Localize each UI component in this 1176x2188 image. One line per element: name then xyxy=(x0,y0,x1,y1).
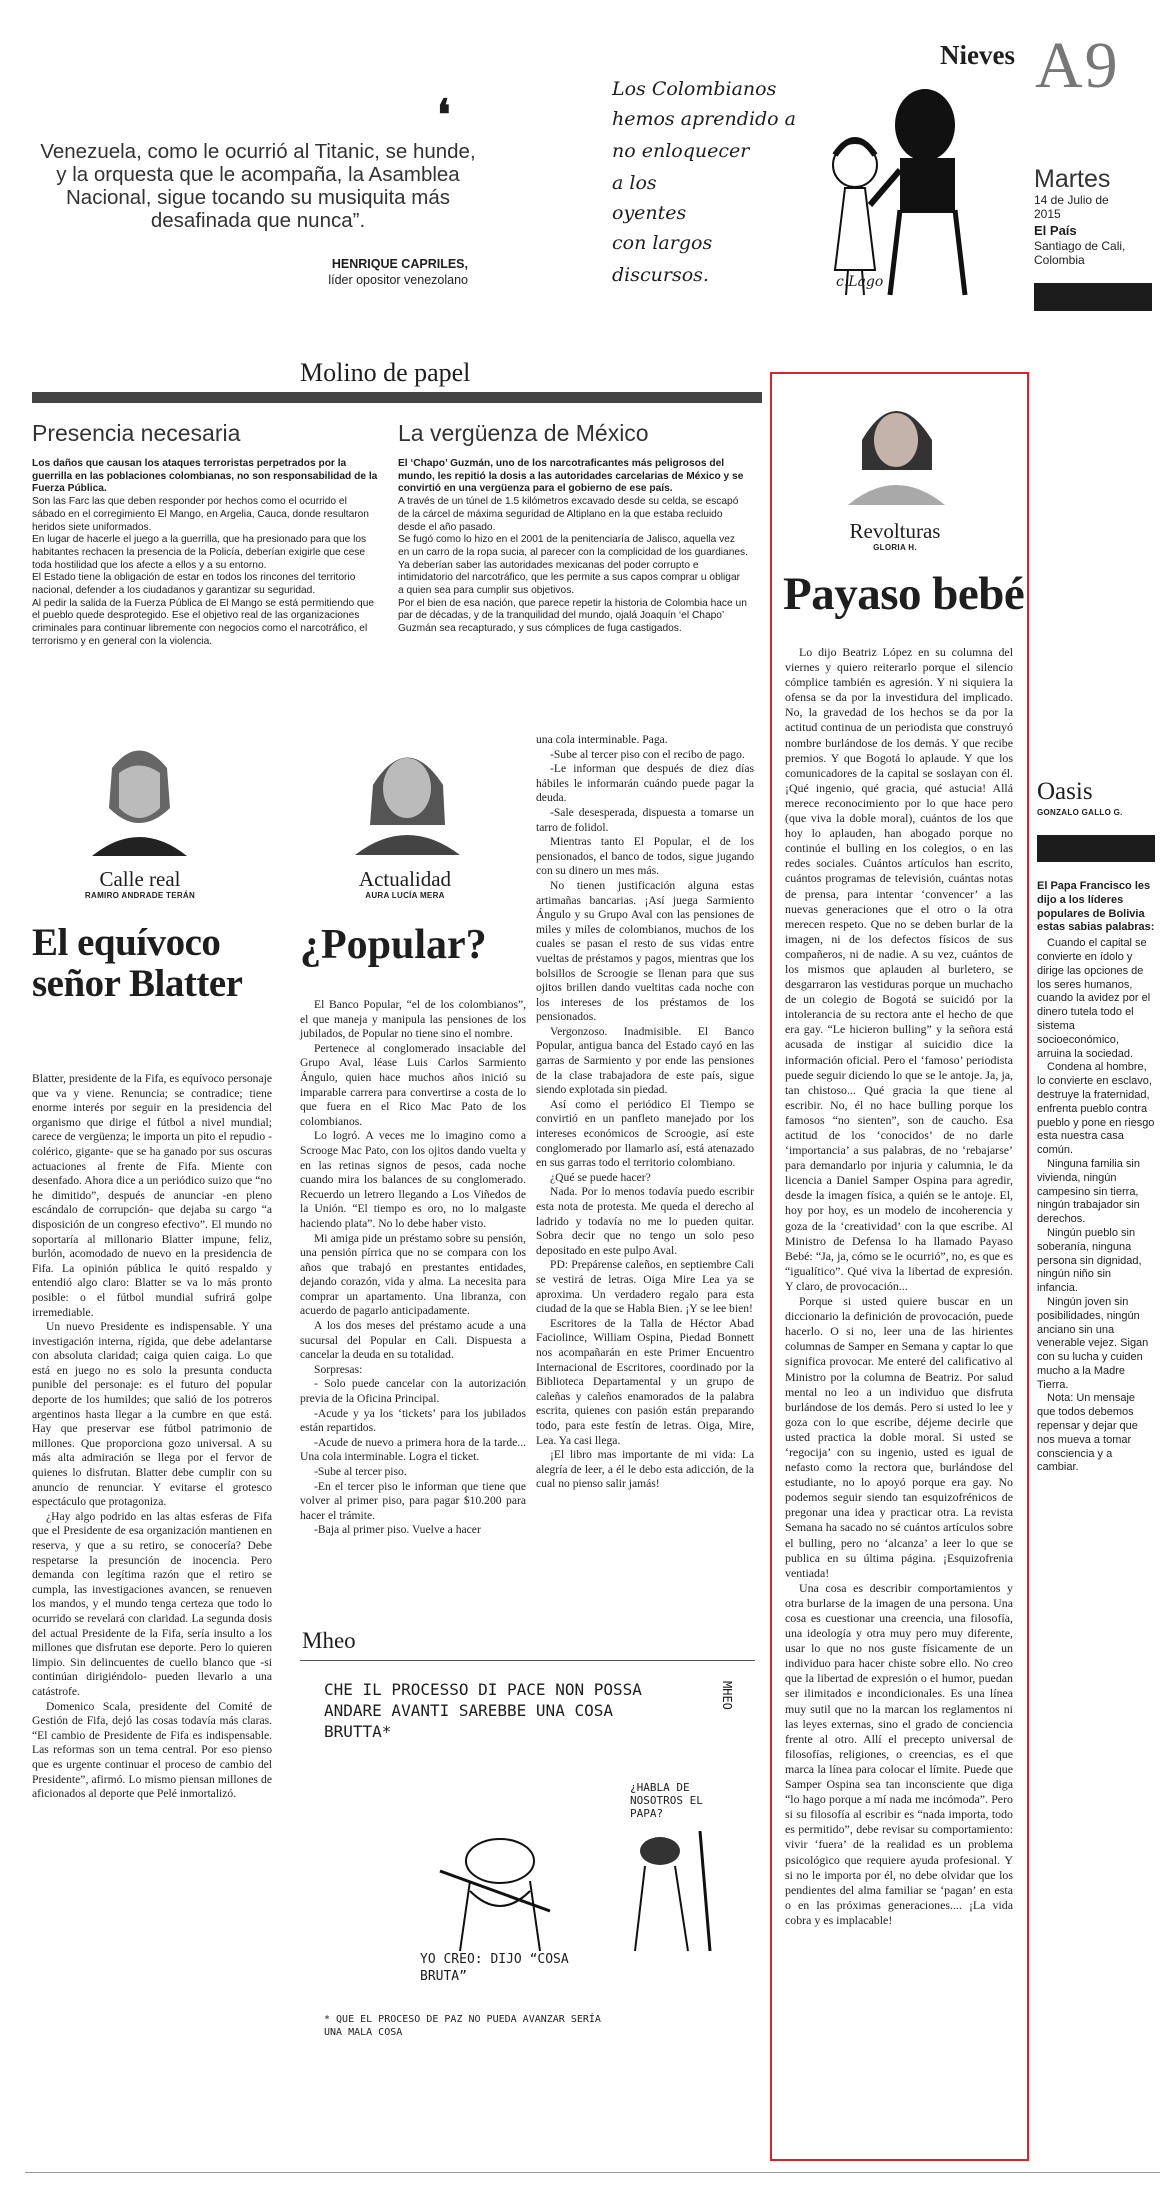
actualidad-paragraph: Nada. Por lo menos todavía puedo escribir esta nota de protesta. Me queda el derecho al ladrido y todavía no me lo pueden quitar. Sobra decir que no tengo un solo peso depositado en este pulpo Aval. xyxy=(536,1185,754,1257)
edition-day: Martes xyxy=(1034,165,1111,193)
actualidad-paragraph: una cola interminable. Paga. xyxy=(536,733,668,746)
mheo-footnote: * QUE EL PROCESO DE PAZ NO PUEDA AVANZAR SERÍA UNA MALA COSA xyxy=(324,2014,601,2038)
actualidad-author: AURA LUCÍA MERA xyxy=(365,891,445,900)
actualidad-paragraph: - Solo puede cancelar con la autorización previa de la Oficina Principal. xyxy=(300,1377,526,1406)
oasis-lead: El Papa Francisco les dijo a los líderes populares de Bolivia estas sabias palabras: xyxy=(1037,880,1155,934)
calle-real-body xyxy=(32,1072,272,1802)
oasis-body xyxy=(1037,880,1155,1475)
calle-real-paragraph: Domenico Scala, presidente del Comité de Gestión de Fifa, dejó las cosas todavía más claras. “El cambio de Presidente de Fifa es indispensable. Las reformas son un tema central. Por eso pienso que es urgente continuar el proceso de cambio del Presidente”, afirmó. Lo mismo piensan millones de aficionados al deporte que Pelé inmortalizó. xyxy=(32,1699,272,1801)
actualidad-paragraph: A los dos meses del préstamo acude a una sucursal del Popular en Cali. Dispuesta a cancelar la deuda en su totalidad. xyxy=(300,1319,526,1362)
mheo-bubble: ¿HABLA DE NOSOTROS EL PAPA? xyxy=(630,1781,703,1820)
actualidad-body-col2 xyxy=(536,733,754,1492)
actualidad-paragraph: Mientras tanto El Popular, el de los pensionados, el banco de todos, sigue jugando con su dinero un mes más. xyxy=(536,835,754,878)
page-number: A9 xyxy=(1035,29,1120,102)
molino-right-body xyxy=(398,458,748,636)
actualidad-paragraph: Lo logró. A veces me lo imagino como a Scrooge Mac Pato, con los ojitos dando vuelta y en las retinas signos de pesos, cada noche cuando mira los balances de su conglomerado. Recuerdo un letrero llegando a Los Viñedos de la Unión. “El tiempo es oro, no lo malgaste haciendo plata”. No lo debe haber visto. xyxy=(300,1129,526,1230)
calle-real-column-name: Calle real xyxy=(99,867,181,891)
actualidad-paragraph: -Le informan que después de diez días hábiles le informarán cuándo puede pagar la deuda. xyxy=(536,762,754,805)
top-cartoon xyxy=(590,60,990,310)
paper-name: El País xyxy=(1034,223,1077,238)
cartoon-line: discursos. xyxy=(612,264,709,286)
quote-author: HENRIQUE CAPRILES, xyxy=(331,257,468,271)
revolturas-author: GLORIA H. xyxy=(873,543,917,552)
molino-left-paragraph: Son las Farc las que deben responder por hechos como el ocurrido el sábado en el corregimiento El Mango, en Argelia, Cauca, donde resultaron heridos siete uniformados. xyxy=(32,496,369,533)
actualidad-paragraph: ¿Qué se puede hacer? xyxy=(550,1170,651,1184)
calle-real-paragraph: ¿Hay algo podrido en las altas esferas de Fifa que el Presidente de esa organización mantienen en reserva, y que a su retiro, se conocería? Debe respetarse la presunción de inocencia. Pero demanda con legítima razón que el retiro se cumpla, las investigaciones avancen, se renueven los mandos, y el mundo tenga certeza que todo lo ocurrido se revelará con claridad. La segunda dosis del actual Presidente de la Fifa, sería insulto a los millones que disfrutan ese deporte. Pero lo quieren limpio. Sin delincuentes de cuello blanco que -si continúan dirigiéndolo- pueden llevarlo a una catástrofe. xyxy=(32,1509,272,1698)
oasis-bar xyxy=(1037,835,1155,862)
revolturas-headline: Payaso bebé xyxy=(783,568,1025,620)
actualidad-paragraph: -Sube al tercer piso con el recibo de pago. xyxy=(550,747,745,761)
oasis-paragraph: Condena al hombre, lo convierte en esclavo, destruye la fraternidad, enfrenta pueblo contra pueblo y pone en riesgo esta nuestra casa común. xyxy=(1037,1061,1155,1157)
revolturas-paragraph: Una cosa es describir comportamientos y otra burlarse de la imagen de una persona. Una cosa es cuestionar una creencia, una filosofía, una ideología y otra muy pero muy diferente, usar lo que no nos guste físicamente de un individuo para hacer chiste sobre ello. No creo que la libertad de expresión o el humor, puedan ser ilimitados e incondicionales. Es una línea muy sutil que no la marcan los reglamentos ni las leyes externas, sino el grado de conciencia frente al otro. Allí el precepto universal de filosofías, religiones, o creencias, es el que marca la línea para colocar el límite. Puede que Samper Ospina sea tan inconsciente que diga “lo hago porque a mí nada me incómoda”. Pero si su filosofía al escribir es “nada importa, todo es permitido”, debe revisar su comportamiento: vivir ‘fuera’ de la realidad es un problema psicológico que requiere ayuda profesional. Y si no le importa por él, no debe olvidar que los pendientes del alma familiar se ‘pagan’ en esta o en las próximas generaciones.... ¡La vida cobra y es implacable! xyxy=(785,1580,1013,1927)
cartoon-line: oyentes xyxy=(612,202,687,224)
portrait-drawing xyxy=(92,728,187,856)
molino-left-headline: Presencia necesaria xyxy=(32,420,241,446)
molino-left-paragraph: Al pedir la salida de la Fuerza Pública de El Mango se está permitiendo que el pueblo quede desprotegido. Ese el objetivo real de las organizaciones criminales para continuar libremente con negocios como el narcotráfico, el terrorismo y en general con la violencia. xyxy=(32,597,375,647)
oasis-paragraph: Nota: Un mensaje que todos debemos repensar y dejar que nos mueva a tomar consciencia y a cambiar. xyxy=(1037,1392,1138,1474)
actualidad-paragraph: -Sube al tercer piso. xyxy=(314,1465,407,1478)
actualidad-paragraph: Vergonzoso. Inadmisible. El Banco Popular, antigua banca del Estado cayó en las garras de Sarmiento y por ende las pensiones de la clase trabajadora de este país, sigue siendo explotada sin piedad. xyxy=(536,1024,754,1097)
molino-right-headline: La vergüenza de México xyxy=(398,420,649,446)
edition-city: Santiago de Cali, Colombia xyxy=(1034,239,1126,267)
oasis-author: GONZALO GALLO G. xyxy=(1037,808,1123,817)
mheo-caption: CHE IL PROCESSO DI PACE NON POSSA ANDARE AVANTI SAREBBE UNA COSA BRUTTA* xyxy=(324,1680,642,1741)
molino-right-lead: El ‘Chapo’ Guzmán, uno de los narcotraficantes más peligrosos del mundo, les repitió la dosis a las autoridades carcelarias de México y se convirtió en una vergüenza para el gobierno de ese país. xyxy=(398,458,744,495)
quote-role: líder opositor venezolano xyxy=(328,273,468,287)
calle-real-paragraph: Un nuevo Presidente es indispensable. Y una investigación interna, rígida, que debe adelantarse con absoluta claridad; caiga quien caiga. Lo que está en juego no es solo la presunta conducta punible del personaje: es el futuro del popular deporte de los humildes; que salió de los potreros argentinos hasta llegar a la cumbre en que está. Hay que preservar ese fútbol patrimonio de millones. Que proporciona gozo universal. A su más alta admiración se llega por el fervor de quienes lo disfrutan. Blatter debe cumplir con su anuncio de renunciar. Y evitarse el grotesco espectáculo que protagoniza. xyxy=(32,1320,272,1509)
cartoon-line: con largos xyxy=(612,232,713,254)
actualidad-column-name: Actualidad xyxy=(358,867,452,891)
actualidad-paragraph: -Baja al primer piso. Vuelve a hacer xyxy=(314,1523,481,1537)
cartoon-signature: c.Lago xyxy=(836,274,884,290)
actualidad-headline: ¿Popular? xyxy=(300,922,487,968)
mheo-title: Mheo xyxy=(302,1628,356,1653)
actualidad-paragraph: No tienen justificación alguna estas artimañas bancarias. ¡Así juega Sarmiento Ángulo y su Grupo Aval con las pensiones de miles y miles de colombianos, muchos de los cuales se pasan el resto de sus vidas entre vueltas de préstamos y pagos, mientras que los bolsillos de Scroogie se llenan para que sus ojitos brillen dando vueltitas cada noche con los intereses de los préstamos de los pensionados. xyxy=(536,878,754,1024)
mheo-soldiers-drawing xyxy=(430,1811,750,1961)
quote-text: Venezuela, como le ocurrió al Titanic, se hunde, y la orquesta que le acompaña, la Asamblea Nacional, sigue tocando su musiquita más desafinada que nunca”. xyxy=(40,140,476,232)
revolturas-column-name: Revolturas xyxy=(849,519,941,543)
calle-real-headline: El equívoco señor Blatter xyxy=(32,921,243,1005)
cartoon-line: a los xyxy=(612,172,657,194)
molino-left-paragraph: El Estado tiene la obligación de estar en todos los rincones del territorio nacional, defender a los ciudadanos y garantizar su seguridad. xyxy=(32,572,356,597)
footer-rule xyxy=(25,2172,1160,2173)
molino-bar xyxy=(32,392,762,403)
actualidad-body-col1 xyxy=(300,998,526,1538)
molino-left-body xyxy=(32,458,382,649)
oasis-column-name: Oasis xyxy=(1037,778,1093,805)
mheo-signature: MHEO xyxy=(720,1681,734,1710)
cartoon-line: no enloquecer xyxy=(612,140,750,162)
actualidad-paragraph: -Acude y ya los ‘tickets’ para los jubilados están repartidos. xyxy=(300,1406,526,1435)
actualidad-paragraph: -Acude de nuevo a primera hora de la tarde... Una cola interminable. Logra el ticket. xyxy=(300,1435,526,1464)
actualidad-paragraph: Mi amiga pide un préstamo sobre su pensión, una pensión pírrica que no se compara con los años que trabajó en prestantes entidades, dejando corazón, vida y alma. La necesita para comprar un apartamento. Una libranza, con acuerdo de pagarlo anticipadamente. xyxy=(300,1231,526,1318)
actualidad-paragraph: Pertenece al conglomerado insaciable del Grupo Aval, léase Luis Carlos Sarmiento Ángulo, quien hace muchos años inició su imparable carrera para convertirse a costa de lo que fuera en el Rico Mac Pato de los colombianos. xyxy=(300,1041,526,1128)
author-photo-mera xyxy=(355,730,460,855)
revolturas-paragraph: Lo dijo Beatriz López en su columna del viernes y quiero reiterarlo porque el silencio cómplice también es agresión. Y ni siquiera la ofensa se da por la investidura del implicado. No, la gravedad de los hechos se da por la actitud continua de un periodista que construyó nombre burlándose de los demás. Y que recibe premios. Y que Bogotá lo aplaude. Y que los comunicadores de la capital se soslayan con él. ¡Qué ingenio, qué gracia, qué astucia! Allá merece reconocimiento por lo que hace pero (que viva la doble moral), cuántos de los que hoy lo aplauden, han abogado porque no continúe el bulling en los colegios, o en las redes sociales. Cuántos artículos han escrito, cuántos programas de televisión, cuántas notas de prensa, para intentar ‘convencer’ a las nuevas generaciones que el otro o la otra merecen respeto. Que no se deben burlar de la imagen, ni de los defectos físicos de sus compañeros, ni de nadie. A su vez, cuántos de los mismos que aplauden al burletero, se desgarraron las vestiduras porque un muchacho de un colegio de Bogotá se suicidó por la intolerancia de su rectora ante el hecho de que era gay. “Le hicieron bulling” y la señora está acusada de instigar al suicidio dice la información oficial. Pero el ‘famoso’ periodista puede seguir diciendo lo que se le antoje. Ja, ja, tan chistoso... Qué gracia la que tiene al escribir. No, él no hace bulling porque los famosos “no sienten”, son de caucho. Esa actitud de los ‘conocidos’ de no darle ‘importancia’ a sus palabras, de no ‘rebajarse’ para demandarlo por injuria y calumnia, le da licencia a Daniel Samper Ospina para agredir, desde la imagen física, a quién se le antoje. El, hoy por hoy, es un modelo de incoherencia y goza de la ‘creatividad’ con la que escribe. Al Ministro de Defensa lo ha llamado Payaso Bebé: “Ja, ja, cómo se le ocurrió”, no, es que es “igualítico”. Qué viva la libertad de expresión. Y claro, de provocación... xyxy=(785,645,1013,1293)
cartoon-figures-drawing xyxy=(750,70,990,300)
portrait-drawing xyxy=(355,730,460,855)
molino-right-paragraph: A través de un túnel de 1.5 kilómetros excavado desde su celda, se escapó de la cárcel de máxima seguridad de Altiplano en la que estaba recluido desde el año pasado. xyxy=(398,496,739,533)
actualidad-paragraph: Escritores de la Talla de Héctor Abad Faciolince, William Ospina, Piedad Bonnett nos acompañarán en este Primer Encuentro Internacional de Escritores, coordinado por la Biblioteca Departamental y un grupo de caleñas y caleños enamorados de la palabra escrita, quienes con pasión están preparando todo, para este festín de letras. Oiga, Mire, Lea. Ya casi llega. xyxy=(536,1316,754,1447)
actualidad-paragraph: -En el tercer piso le informan que tiene que volver al primer piso, para pagar $10.200 para hacer el trámite. xyxy=(300,1479,526,1522)
portrait-drawing xyxy=(848,380,945,505)
molino-right-paragraph: Ya deberían saber las autoridades mexicanas del poder corrupto e intimidatorio del narcotráfico, que les permite a sus capos comprar u obligar a quien sea para cumplir sus objetivos. xyxy=(398,559,741,597)
calle-real-paragraph: Blatter, presidente de la Fifa, es equívoco personaje que va y viene. Renuncia; se contradice; tiene enorme interés por seguir en la presidencia del organismo que dirige el fútbol a nivel mundial; carece de vergüenza; le importa un pito el repudio -colérico, gigante- que se ha ganado por sus oscuras actuaciones al frente de Fifa. Miente con desenfado. Ahora dice a un periódico suizo que “no he dimitido”, después de anunciar -en pleno escándalo de corrupción- que dejaba su cargo “a disposición de un congreso efectivo”. El mundo no soportaría al millonario Blatter impune, feliz, burlón, acomodado de nuevo en la presidencia de Fifa. La opinión pública le quitó respaldo y entendió algo claro: Blatter se va lo más pronto posible: o el fútbol mundial sufrirá golpe irremediable. xyxy=(32,1072,272,1319)
molino-left-paragraph: En lugar de hacerle el juego a la guerrilla, que ha presionado para que los habitantes rechacen la presencia de la Policía, deberían exigirle que cese toda hostilidad que los afecte a ellos y a su entorno. xyxy=(32,534,367,571)
edition-date: 14 de Julio de 2015 xyxy=(1034,193,1109,221)
molino-right-paragraph: Por el bien de esa nación, que parece repetir la historia de Colombia hace un par de décadas, y de la tranquilidad del mundo, ojalá Joaquín ‘el Chapo’ Guzmán sea recapturado, y sus cómplices de fuga castigados. xyxy=(398,597,747,635)
oasis-paragraph: Cuando el capital se convierte en ídolo y dirige las opciones de los seres humanos, cuando la avidez por el dinero tutela todo el sistema socioeconómico, arruina la sociedad. xyxy=(1037,937,1151,1060)
quote-mark: ❛ xyxy=(437,93,451,139)
oasis-paragraph: Ningún pueblo sin soberanía, ninguna persona sin dignidad, ningún niño sin infancia. xyxy=(1037,1226,1142,1295)
actualidad-paragraph: PD: Prepárense caleños, en septiembre Cali se vestirá de letras. Oiga Mire Lea ya se aproxima. Un verdadero regalo para esta ciudad de la que se Habla Bien. ¡Y se lee bien! xyxy=(536,1258,754,1316)
revolturas-body xyxy=(785,645,1013,1928)
author-photo-gloria xyxy=(848,380,945,505)
molino-right-paragraph: Se fugó como lo hizo en el 2001 de la penitenciaría de Jalisco, aquella vez en un carro de la ropa sucia, al parecer con la complicidad de los guardianes. xyxy=(398,534,748,558)
actualidad-paragraph: El Banco Popular, “el de los colombianos”, el que maneja y manipula las pensiones de los jubilados, de Popular no tiene sino el nombre. xyxy=(300,998,526,1041)
actualidad-paragraph: Sorpresas: xyxy=(314,1362,363,1376)
actualidad-paragraph: -Sale desesperada, dispuesta a tomarse un tarro de folidol. xyxy=(536,805,754,834)
mheo-cartoon xyxy=(300,1660,755,2046)
oasis-paragraph: Ningún joven sin posibilidades, ningún anciano sin una venerable vejez. Sigan con su lucha y cuiden mucho a la Madre Tierra. xyxy=(1037,1295,1149,1391)
molino-title: Molino de papel xyxy=(300,358,471,387)
actualidad-paragraph: Así como el periódico El Tiempo se convirtió en un panfleto manejado por los intereses económicos de Scroogie, así este conglomerado por llamarlo así, está atenazado en sus garras todo el territorio colombiano. xyxy=(536,1097,754,1170)
section-name: Nieves xyxy=(940,40,1015,70)
cartoon-line: Los Colombianos xyxy=(612,78,777,100)
mheo-reply: YO CREO: DIJO “COSA BRUTA” xyxy=(420,1952,569,1984)
cartoon-line: hemos aprendido a xyxy=(612,108,796,130)
actualidad-paragraph: ¡El libro mas importante de mi vida: La alegría de leer, a él le debo esta adicción, de la cual no pienso salir jamás! xyxy=(536,1448,754,1491)
calle-real-author: RAMIRO ANDRADE TERÁN xyxy=(84,891,196,900)
revolturas-paragraph: Porque si usted quiere buscar en un diccionario la definición de provocación, puede hacerlo. O si no, leer una de las hirientes columnas de Samper en Semana y captar lo que significa provocar. Me enteré del calificativo al Ministro por la columna de Beatriz. Por salud mental no leo a un individuo que disfruta burlándose de los demás. Pero si usted lo lee y goza con lo que escribe, déjeme decirle que usted practica la doble moral. Si usted se ‘regocija’ con su ingenio, usted es igual de nefasto como la rectora que, burlándose del estudiante, no lo apoyó porque era gay. No podemos seguir siendo tan esquizofrénicos de pregonar una idea y practicar otra. La revista Semana ha sacado no sé cuántos artículos sobre el bulling, pero no ‘alcanza’ a leer lo que se publica en su última página. ¡Esquizofrenia ventiada! xyxy=(785,1294,1013,1580)
author-photo-andrade xyxy=(92,728,187,856)
header-bar xyxy=(1034,283,1152,311)
oasis-paragraph: Ninguna familia sin vivienda, ningún campesino sin tierra, ningún trabajador sin derechos. xyxy=(1037,1157,1140,1226)
molino-left-lead: Los daños que causan los ataques terroristas perpetrados por la guerrilla en las poblaciones colombianas, no son responsabilidad de la Fuerza Pública. xyxy=(32,458,378,495)
